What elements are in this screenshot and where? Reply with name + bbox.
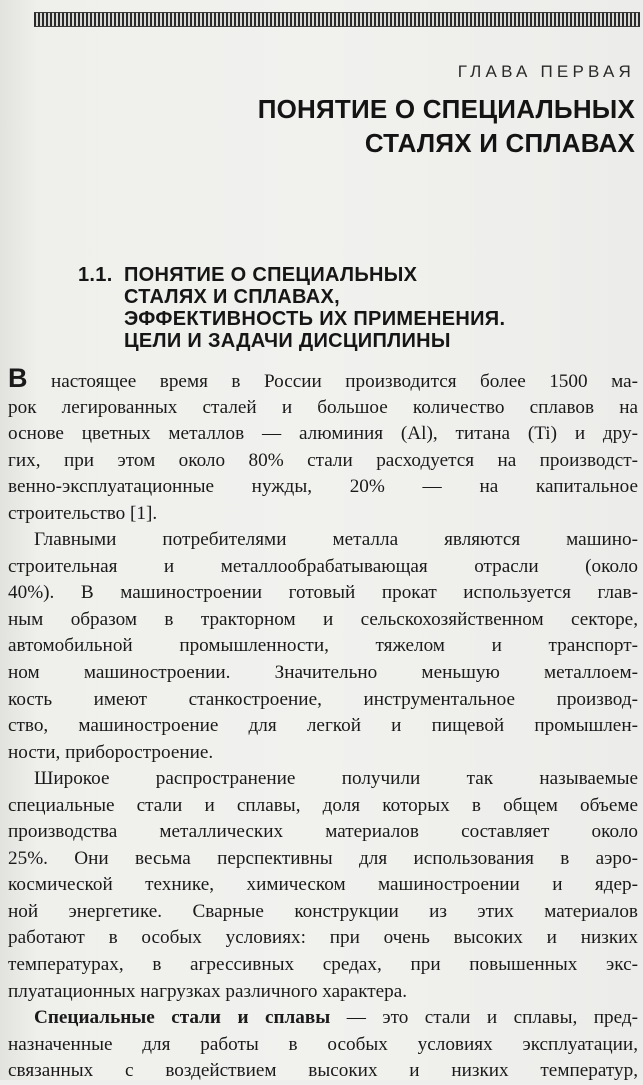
text-line: рок легированных сталей и большое количество сплавов на <box>8 396 638 418</box>
text-line: кость имеют станкостроение, инструментальное производ- <box>8 688 638 710</box>
text-line: 40%). В машиностроении готовый прокат используется глав- <box>8 582 638 604</box>
text-line: В настоящее время в России производится более 1500 ма- <box>8 368 638 395</box>
section-title-line: ЦЕЛИ И ЗАДАЧИ ДИСЦИПЛИНЫ <box>124 330 451 352</box>
paragraph <box>8 1005 638 1085</box>
section-title-line: ЭФФЕКТИВНОСТЬ ИХ ПРИМЕНЕНИЯ. <box>124 308 506 330</box>
text-line: назначенные для работы в особых условиях эксплуатации, <box>8 1033 638 1055</box>
drop-cap: В <box>8 368 28 393</box>
text-line: Специальные стали и сплавы — это стали и сплавы, пред- <box>34 1007 638 1029</box>
text-line: Главными потребителями металла являются машино- <box>34 529 638 551</box>
text-line: ной энергетике. Сварные конструкции из этих материалов <box>8 900 638 922</box>
paragraph <box>8 368 638 527</box>
text-line: производства металлических материалов составляет около <box>8 821 638 843</box>
text-line: температурах, в агрессивных средах, при повышенных экс- <box>8 954 638 976</box>
chapter-title-line: СТАЛЯХ И СПЛАВАХ <box>364 128 635 158</box>
text-line: строительная и металлообрабатывающая отрасли (около <box>8 555 638 577</box>
body-text <box>8 368 638 1085</box>
text-line: строительство [1]. <box>8 502 158 524</box>
paragraph <box>8 527 638 766</box>
chapter-title <box>115 92 635 160</box>
chapter-title-line: ПОНЯТИЕ О СПЕЦИАЛЬНЫХ <box>257 94 635 124</box>
text-line: плуатационных нагрузках различного характера. <box>8 980 408 1002</box>
text-line: ным образом в тракторном и сельскохозяйственном секторе, <box>8 608 638 630</box>
chapter-label: ГЛАВА ПЕРВАЯ <box>457 62 635 81</box>
text-line: венно-эксплуатационные нужды, 20% — на капитальное <box>8 476 638 498</box>
paragraph <box>8 766 638 1005</box>
text-line: космической технике, химическом машиностроении и ядер- <box>8 874 638 896</box>
decorative-header-bar <box>34 12 640 27</box>
text-line: специальные стали и сплавы, доля которых в общем объеме <box>8 794 638 816</box>
section-heading <box>78 264 598 352</box>
text-line: Широкое распространение получили так называемые <box>34 768 638 790</box>
text-line: ности, приборостроение. <box>8 741 214 763</box>
section-number: 1.1. <box>78 264 113 286</box>
text-line: ство, машиностроение для легкой и пищевой промышлен- <box>8 715 638 737</box>
text-line: автомобильной промышленности, тяжелом и транспорт- <box>8 635 638 657</box>
text-line: основе цветных металлов — алюминия (Al), титана (Ti) и дру- <box>8 423 638 445</box>
section-title-line: СТАЛЯХ И СПЛАВАХ, <box>124 286 341 308</box>
text-line: гих, при этом около 80% стали расходуется на производст- <box>8 449 638 471</box>
text-line: работают в особых условиях: при очень высоких и низких <box>8 927 638 949</box>
bold-term: Специальные стали и сплавы <box>34 1007 331 1029</box>
text-line: 25%. Они весьма перспективны для использования в аэро- <box>8 847 638 869</box>
text-line: связанных с воздействием высоких и низких температур, <box>8 1060 638 1082</box>
section-title-line: ПОНЯТИЕ О СПЕЦИАЛЬНЫХ <box>124 264 418 286</box>
text-line: ном машиностроении. Значительно меньшую металлоем- <box>8 662 638 684</box>
